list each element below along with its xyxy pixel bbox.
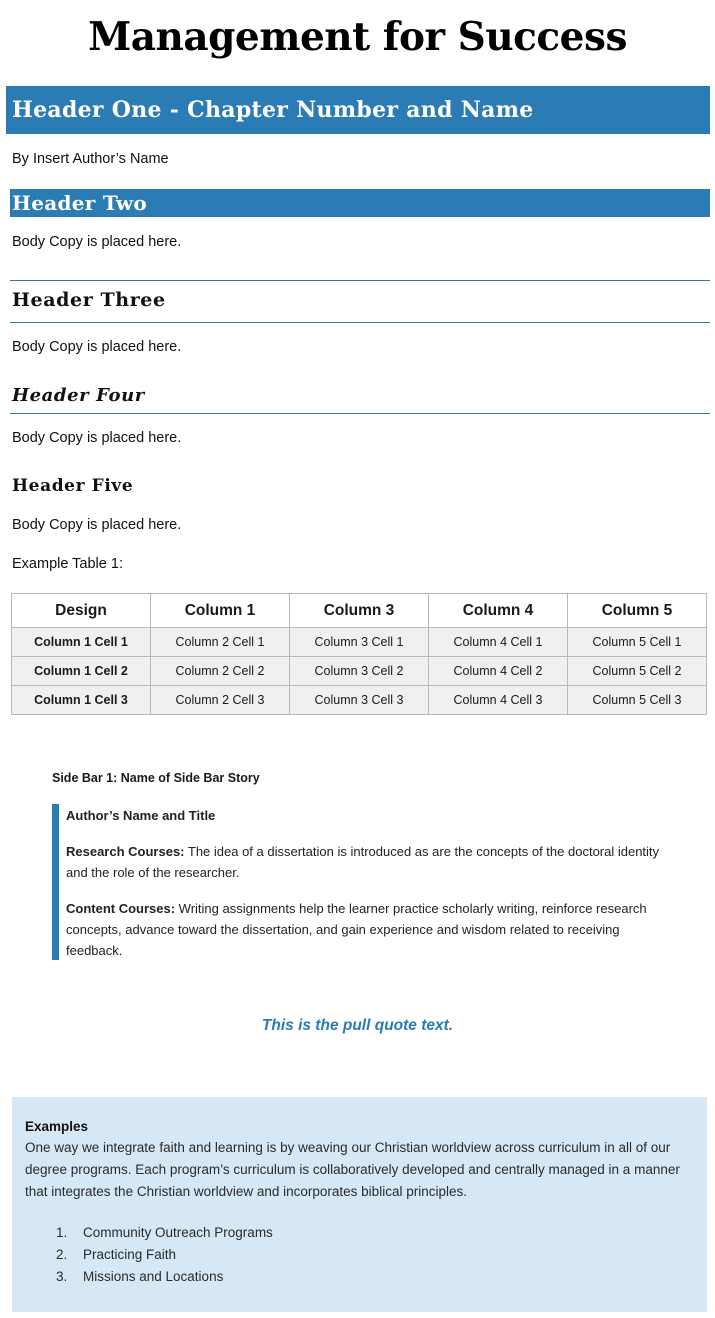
header-one: Header One - Chapter Number and Name	[6, 86, 710, 134]
list-item: 1. Community Outreach Programs	[71, 1222, 693, 1244]
table-header-row	[12, 594, 707, 628]
examples-list	[25, 1222, 693, 1288]
table-row	[12, 657, 707, 686]
table-cell: Column 1 Cell 2	[12, 657, 151, 686]
list-item: 3. Missions and Locations	[71, 1266, 693, 1288]
table-cell: Column 3 Cell 2	[290, 657, 429, 686]
header-three: Header Three	[12, 289, 166, 311]
body-copy-1: Body Copy is placed here.	[12, 234, 182, 250]
sidebar-accent-bar	[52, 804, 59, 960]
author-byline: By Insert Author’s Name	[12, 151, 169, 167]
header-four: Header Four	[12, 385, 145, 406]
table-cell: Column 4 Cell 3	[429, 686, 568, 715]
body-copy-3: Body Copy is placed here.	[12, 430, 182, 446]
body-copy-2: Body Copy is placed here.	[12, 339, 182, 355]
table-header-cell: Column 4	[429, 594, 568, 628]
pull-quote: This is the pull quote text.	[261, 1017, 454, 1034]
header-two: Header Two	[10, 189, 710, 217]
sidebar-title: Side Bar 1: Name of Side Bar Story	[52, 771, 260, 785]
header-five: Header Five	[12, 476, 134, 496]
table-cell: Column 4 Cell 1	[429, 628, 568, 657]
table-caption: Example Table 1:	[12, 556, 123, 572]
sidebar-research-paragraph	[66, 841, 666, 883]
table-cell: Column 1 Cell 3	[12, 686, 151, 715]
table-row	[12, 686, 707, 715]
sidebar-content-text: Writing assignments help the learner practice scholarly writing, reinforce research concepts, advance toward the dissertation, and gain experience and wisdom related to receiving feedback.	[66, 901, 647, 958]
table-cell: Column 3 Cell 1	[290, 628, 429, 657]
table-cell: Column 2 Cell 3	[151, 686, 290, 715]
sidebar-research-label: Research Courses:	[66, 844, 185, 859]
table-header-cell: Column 5	[568, 594, 707, 628]
examples-body: One way we integrate faith and learning is by weaving our Christian worldview across curriculum in all of our degree programs. Each program’s curriculum is collaboratively developed and centrally managed in a manner that integrates the Christian worldview and incorporates biblical principles.	[25, 1140, 680, 1199]
sidebar-author: Author’s Name and Title	[66, 808, 216, 823]
table-cell: Column 3 Cell 3	[290, 686, 429, 715]
table-cell: Column 4 Cell 2	[429, 657, 568, 686]
table-row	[12, 628, 707, 657]
table-cell: Column 5 Cell 1	[568, 628, 707, 657]
table-header-cell: Column 3	[290, 594, 429, 628]
table-header-cell: Design	[12, 594, 151, 628]
list-item: 2. Practicing Faith	[71, 1244, 693, 1266]
table-header-cell: Column 1	[151, 594, 290, 628]
header-three-rule-top	[10, 280, 710, 281]
example-table	[11, 593, 707, 715]
table-cell: Column 5 Cell 3	[568, 686, 707, 715]
header-three-rule-bottom	[10, 322, 710, 323]
sidebar-research-text: The idea of a dissertation is introduced as are the concepts of the doctoral identity and the role of the researcher.	[66, 844, 660, 880]
table-cell: Column 2 Cell 1	[151, 628, 290, 657]
table-cell: Column 1 Cell 1	[12, 628, 151, 657]
examples-title: Examples	[25, 1119, 89, 1134]
sidebar-content-paragraph	[66, 898, 666, 961]
document-title: Management for Success	[88, 14, 627, 60]
table-cell: Column 2 Cell 2	[151, 657, 290, 686]
header-four-rule	[10, 413, 710, 414]
table-cell: Column 5 Cell 2	[568, 657, 707, 686]
sidebar-body	[66, 805, 666, 976]
sidebar-content-label: Content Courses:	[66, 901, 176, 916]
body-copy-4: Body Copy is placed here.	[12, 517, 182, 533]
examples-box	[12, 1097, 707, 1312]
